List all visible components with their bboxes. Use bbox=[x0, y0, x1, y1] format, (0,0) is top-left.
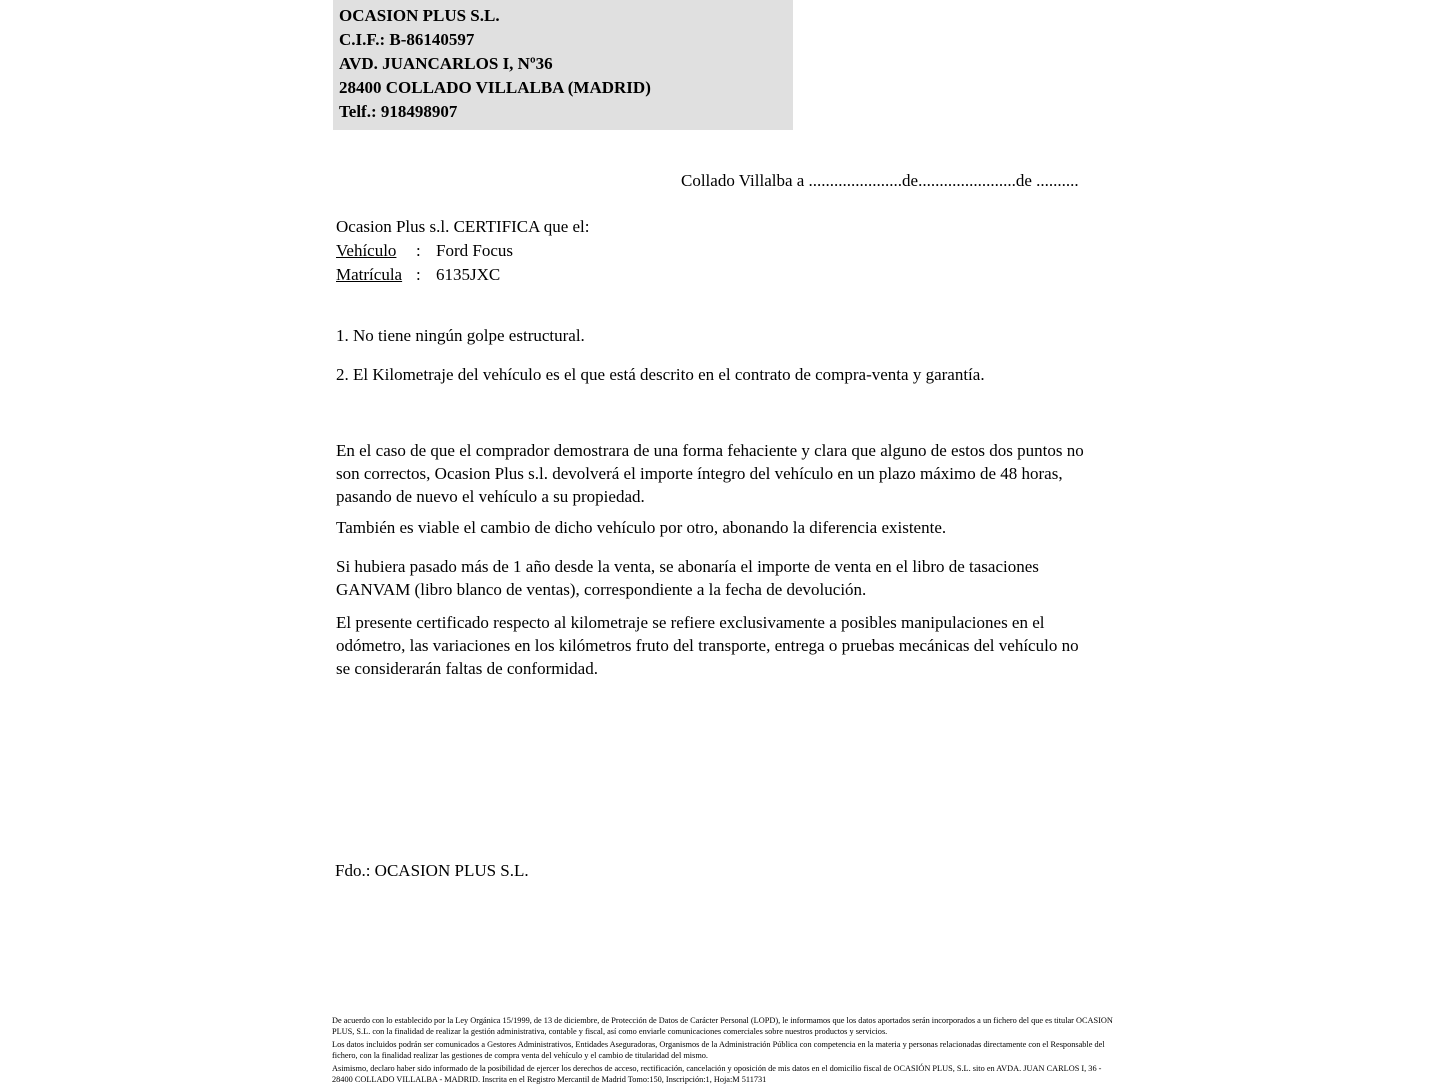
vehicle-label: Vehículo bbox=[336, 241, 397, 260]
paragraph-odometer-scope: El presente certificado respecto al kilometraje se refiere exclusivamente a posibles manipulaciones en el odómetro, las variaciones en los kilómetros fruto del transporte, entrega o pruebas mecánicas del vehículo no se considerarán faltas de conformidad. bbox=[336, 613, 1079, 678]
paragraph-exchange-option: También es viable el cambio de dicho vehículo por otro, abonando la diferencia existente. bbox=[336, 518, 947, 537]
legal-paragraph-lopd: De acuerdo con lo establecido por la Ley Orgánica 15/1999, de 13 de diciembre, de Protección de Datos de Carácter Personal (LOPD), le informamos que los datos aportados serán incorporados a un fichero del que es titular OCASION PLUS, S.L. con la finalidad de realizar la gestión administrativa, contable y fiscal, así como enviarle comunicaciones comerciales sobre nuestros productos y servicios. bbox=[332, 1016, 1113, 1036]
certification-block bbox=[336, 215, 590, 287]
company-name: OCASION PLUS S.L. bbox=[339, 6, 500, 25]
plate-row bbox=[336, 263, 590, 287]
letterhead-block bbox=[333, 0, 793, 130]
paragraph-ganvam-valuation: Si hubiera pasado más de 1 año desde la venta, se abonaría el importe de venta en el libro de tasaciones GANVAM (libro blanco de ventas), correspondiente a la fecha de devolución. bbox=[336, 557, 1039, 599]
signature-line: Fdo.: OCASION PLUS S.L. bbox=[335, 861, 529, 880]
company-address-city: 28400 COLLADO VILLALBA (MADRID) bbox=[339, 78, 651, 97]
legal-footer bbox=[332, 1016, 1122, 1085]
company-cif: C.I.F.: B-86140597 bbox=[339, 30, 475, 49]
paragraph-refund-terms: En el caso de que el comprador demostrara de una forma fehaciente y clara que alguno de estos dos puntos no son correctos, Ocasion Plus s.l. devolverá el importe íntegro del vehículo en un plazo máximo de 48 horas, pasando de nuevo el vehículo a su propiedad. bbox=[336, 441, 1084, 506]
date-line: Collado Villalba a ......................de.......................de .......... bbox=[681, 171, 1079, 190]
certification-intro: Ocasion Plus s.l. CERTIFICA que el: bbox=[336, 217, 590, 236]
legal-paragraph-rights: Asimismo, declaro haber sido informado de la posibilidad de ejercer los derechos de acceso, rectificación, cancelación y oposición de mis datos en el domicilio fiscal de OCASIÓN PLUS, S.L. sito en AVDA. JUAN CARLOS I, 36 - 28400 COLLADO VILLALBA - MADRID. Inscrita en el Registro Mercantil de Madrid Tomo:150, Inscripción:1, Hoja:M 511731 bbox=[332, 1064, 1102, 1084]
plate-label: Matrícula bbox=[336, 265, 403, 284]
company-address-street: AVD. JUANCARLOS I, Nº36 bbox=[339, 54, 553, 73]
vehicle-row bbox=[336, 239, 590, 263]
plate-value: 6135JXC bbox=[436, 265, 501, 284]
vehicle-value: Ford Focus bbox=[436, 241, 513, 260]
legal-paragraph-data-sharing: Los datos incluidos podrán ser comunicados a Gestores Administrativos, Entidades Aseguradoras, Organismos de la Administración Pública con competencia en la materia y personas relacionadas directamente con el Responsable del fichero, con la finalidad realizar las gestiones de compra venta del vehículo y el cambio de titularidad del mismo. bbox=[332, 1040, 1105, 1060]
point-item-2: 2. El Kilometraje del vehículo es el que está descrito en el contrato de compra-venta y garantía. bbox=[336, 365, 985, 384]
vehicle-separator: : bbox=[416, 241, 421, 260]
plate-separator: : bbox=[416, 265, 421, 284]
point-item-1: 1. No tiene ningún golpe estructural. bbox=[336, 326, 585, 345]
company-phone: Telf.: 918498907 bbox=[339, 102, 458, 121]
